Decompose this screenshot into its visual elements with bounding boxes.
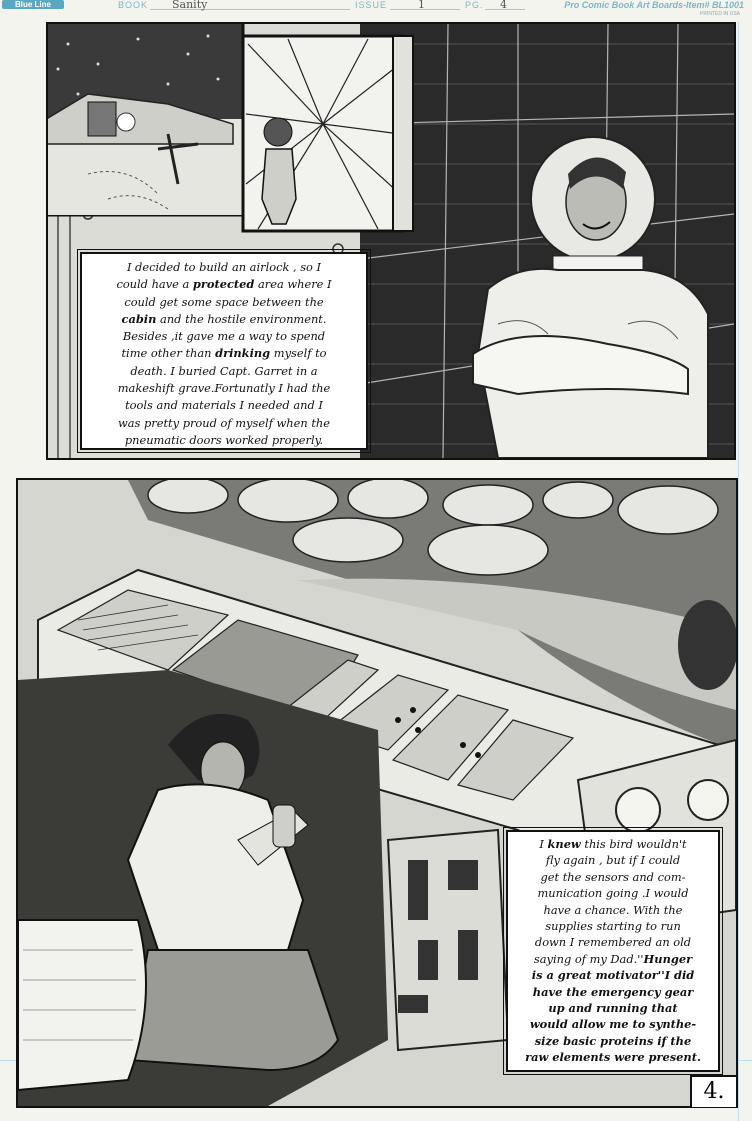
- caption-line: would allow me to synthe-: [529, 1017, 697, 1032]
- caption-line: have a chance. With the: [543, 902, 683, 917]
- page-label: PG.: [465, 0, 484, 10]
- page-number: 4.: [690, 1075, 736, 1107]
- issue-label: ISSUE: [355, 0, 388, 10]
- board-product-name: Pro Comic Book Art Boards-Item# BL1001: [564, 0, 744, 10]
- caption-line: get the sensors and com-: [540, 869, 686, 884]
- book-label: BOOK: [118, 0, 149, 10]
- caption-line: pneumatic doors worked properly.: [124, 432, 324, 447]
- issue-value: 1: [418, 0, 425, 11]
- caption-line: Besides ,it gave me a way to spend: [122, 329, 326, 344]
- caption-line: tools and materials I needed and I: [125, 398, 323, 413]
- caption-line: munication going .I would: [537, 886, 689, 901]
- caption-line: is a great motivator''I did: [531, 968, 695, 983]
- caption-line: up and running that: [548, 1001, 678, 1016]
- caption-box-cockpit: [506, 830, 720, 1072]
- caption-line: I knew this bird wouldn't: [539, 837, 687, 851]
- caption-line: could get some space between the: [124, 294, 324, 309]
- guide-line: [738, 22, 739, 1121]
- book-value: Sanity: [172, 0, 208, 11]
- caption-line: saying of my Dad.''Hunger: [533, 951, 693, 966]
- caption-line: size basic proteins if the: [534, 1033, 692, 1048]
- caption-box-airlock: [80, 252, 368, 450]
- caption-line: makeshift grave.Fortunatly I had the: [117, 381, 331, 396]
- inset-panel-light-burst: [243, 36, 403, 231]
- caption-line: raw elements were present.: [525, 1050, 701, 1065]
- caption-line: cabin and the hostile environment.: [121, 311, 327, 326]
- caption-line: was pretty proud of myself when the: [118, 415, 330, 430]
- caption-line: could have a protected area where I: [116, 277, 332, 292]
- caption-line: down I remembered an old: [534, 935, 692, 950]
- board-printed-note: PRINTED IN USA: [699, 11, 740, 17]
- caption-line: fly again , but if I could: [545, 853, 681, 868]
- page-value: 4: [500, 0, 507, 11]
- caption-line: have the emergency gear: [532, 984, 694, 999]
- caption-line: time other than drinking myself to: [121, 346, 327, 361]
- art-board-header: [0, 0, 752, 22]
- caption-line: I decided to build an airlock , so I: [126, 260, 322, 274]
- board-logo: Blue Line: [2, 0, 64, 9]
- caption-line: supplies starting to run: [545, 919, 681, 934]
- inset-panel-crash-scene: [48, 24, 243, 215]
- caption-line: death. I buried Capt. Garret in a: [130, 363, 318, 378]
